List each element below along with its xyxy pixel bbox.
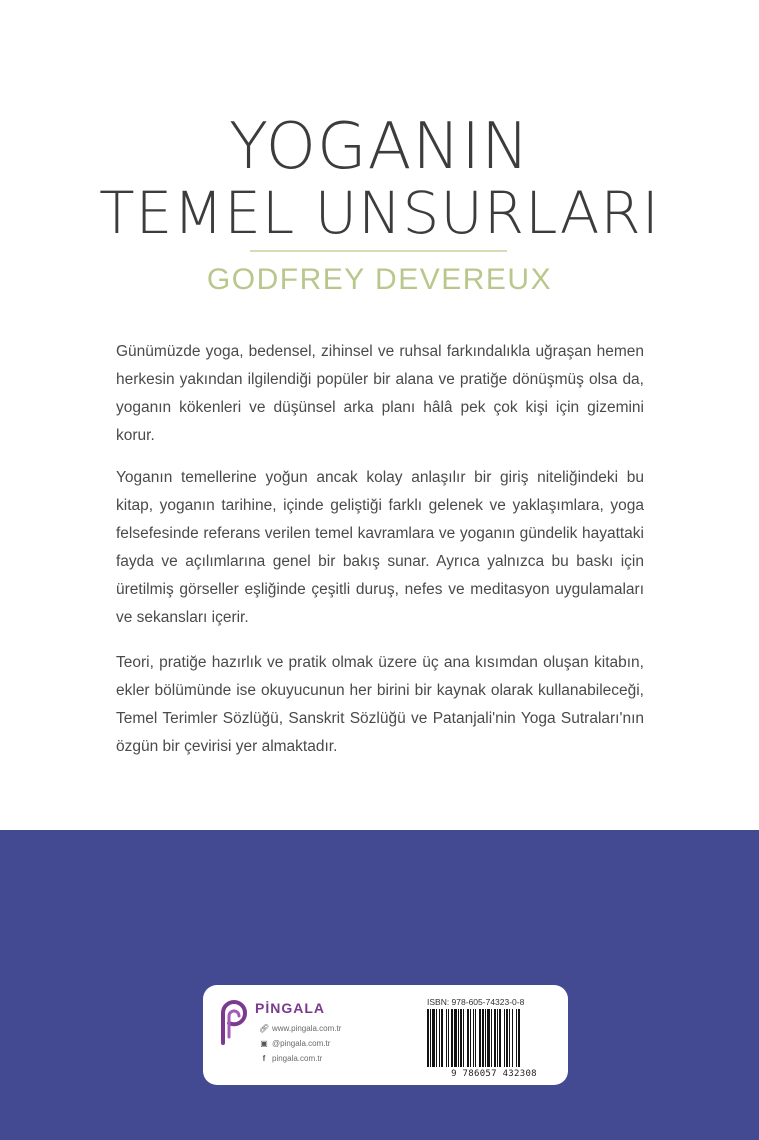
blurb-paragraph-1: Günümüzde yoga, bedensel, zihinsel ve ruhsal farkındalıkla uğraşan hemen herkesin yakından ilgilendiği popüler bir alana ve pratiğe dönüşmüş olsa da, yoganın kökenleri ve düşünsel arka planı hâlâ pek çok kişi için gizemini korur. xyxy=(116,343,644,444)
isbn-label: ISBN: 978-605-74323-0-8 xyxy=(427,997,525,1007)
publisher-website xyxy=(259,1023,341,1035)
website-text: www.pingala.com.tr xyxy=(272,1024,342,1033)
title-line-1: YOGANIN xyxy=(229,110,530,184)
pingala-logo-icon xyxy=(217,999,251,1045)
author-name: GODFREY DEVEREUX xyxy=(206,263,553,296)
instagram-icon: ▣ xyxy=(260,1039,268,1048)
title-line-2: TEMEL UNSURLARI xyxy=(99,179,660,247)
publisher-name: PİNGALA xyxy=(255,1000,325,1016)
publisher-instagram xyxy=(259,1038,330,1050)
publisher-facebook xyxy=(259,1053,322,1065)
link-icon: 🔗︎ xyxy=(259,1024,270,1033)
title-divider xyxy=(250,250,507,252)
blurb-paragraph-3: Teori, pratiğe hazırlık ve pratik olmak üzere üç ana kısımdan oluşan kitabın, ekler bölümünde ise okuyucunun her birini bir kaynak olarak kullanabileceği, Temel Terimler Sözlüğü, Sanskrit Sözlüğü ve Patanjali'nin Yoga Sutraları'nın özgün bir çevirisi yer almaktadır. xyxy=(116,654,644,755)
facebook-text: pingala.com.tr xyxy=(272,1054,323,1063)
publisher-panel xyxy=(203,985,568,1085)
blurb-paragraph-2: Yoganın temellerine yoğun ancak kolay anlaşılır bir giriş niteliğindeki bu kitap, yoganın tarihine, içinde geliştiği farklı gelenek ve yaklaşımlara, yoga felsefesinde referans verilen temel kavramlara ve yoganın gündelik hayattaki fayda ve açılımlarına genel bir bakış sunar. Ayrıca yalnızca bu baskı için üretilmiş görseller eşliğinde çeşitli duruş, nefes ve meditasyon uygulamaları ve sekansları içerir. xyxy=(116,469,644,626)
isbn-barcode xyxy=(427,1009,561,1067)
barcode-digits: 9 786057 432308 xyxy=(451,1069,537,1079)
instagram-text: @pingala.com.tr xyxy=(272,1039,331,1048)
facebook-icon: f xyxy=(262,1054,266,1063)
